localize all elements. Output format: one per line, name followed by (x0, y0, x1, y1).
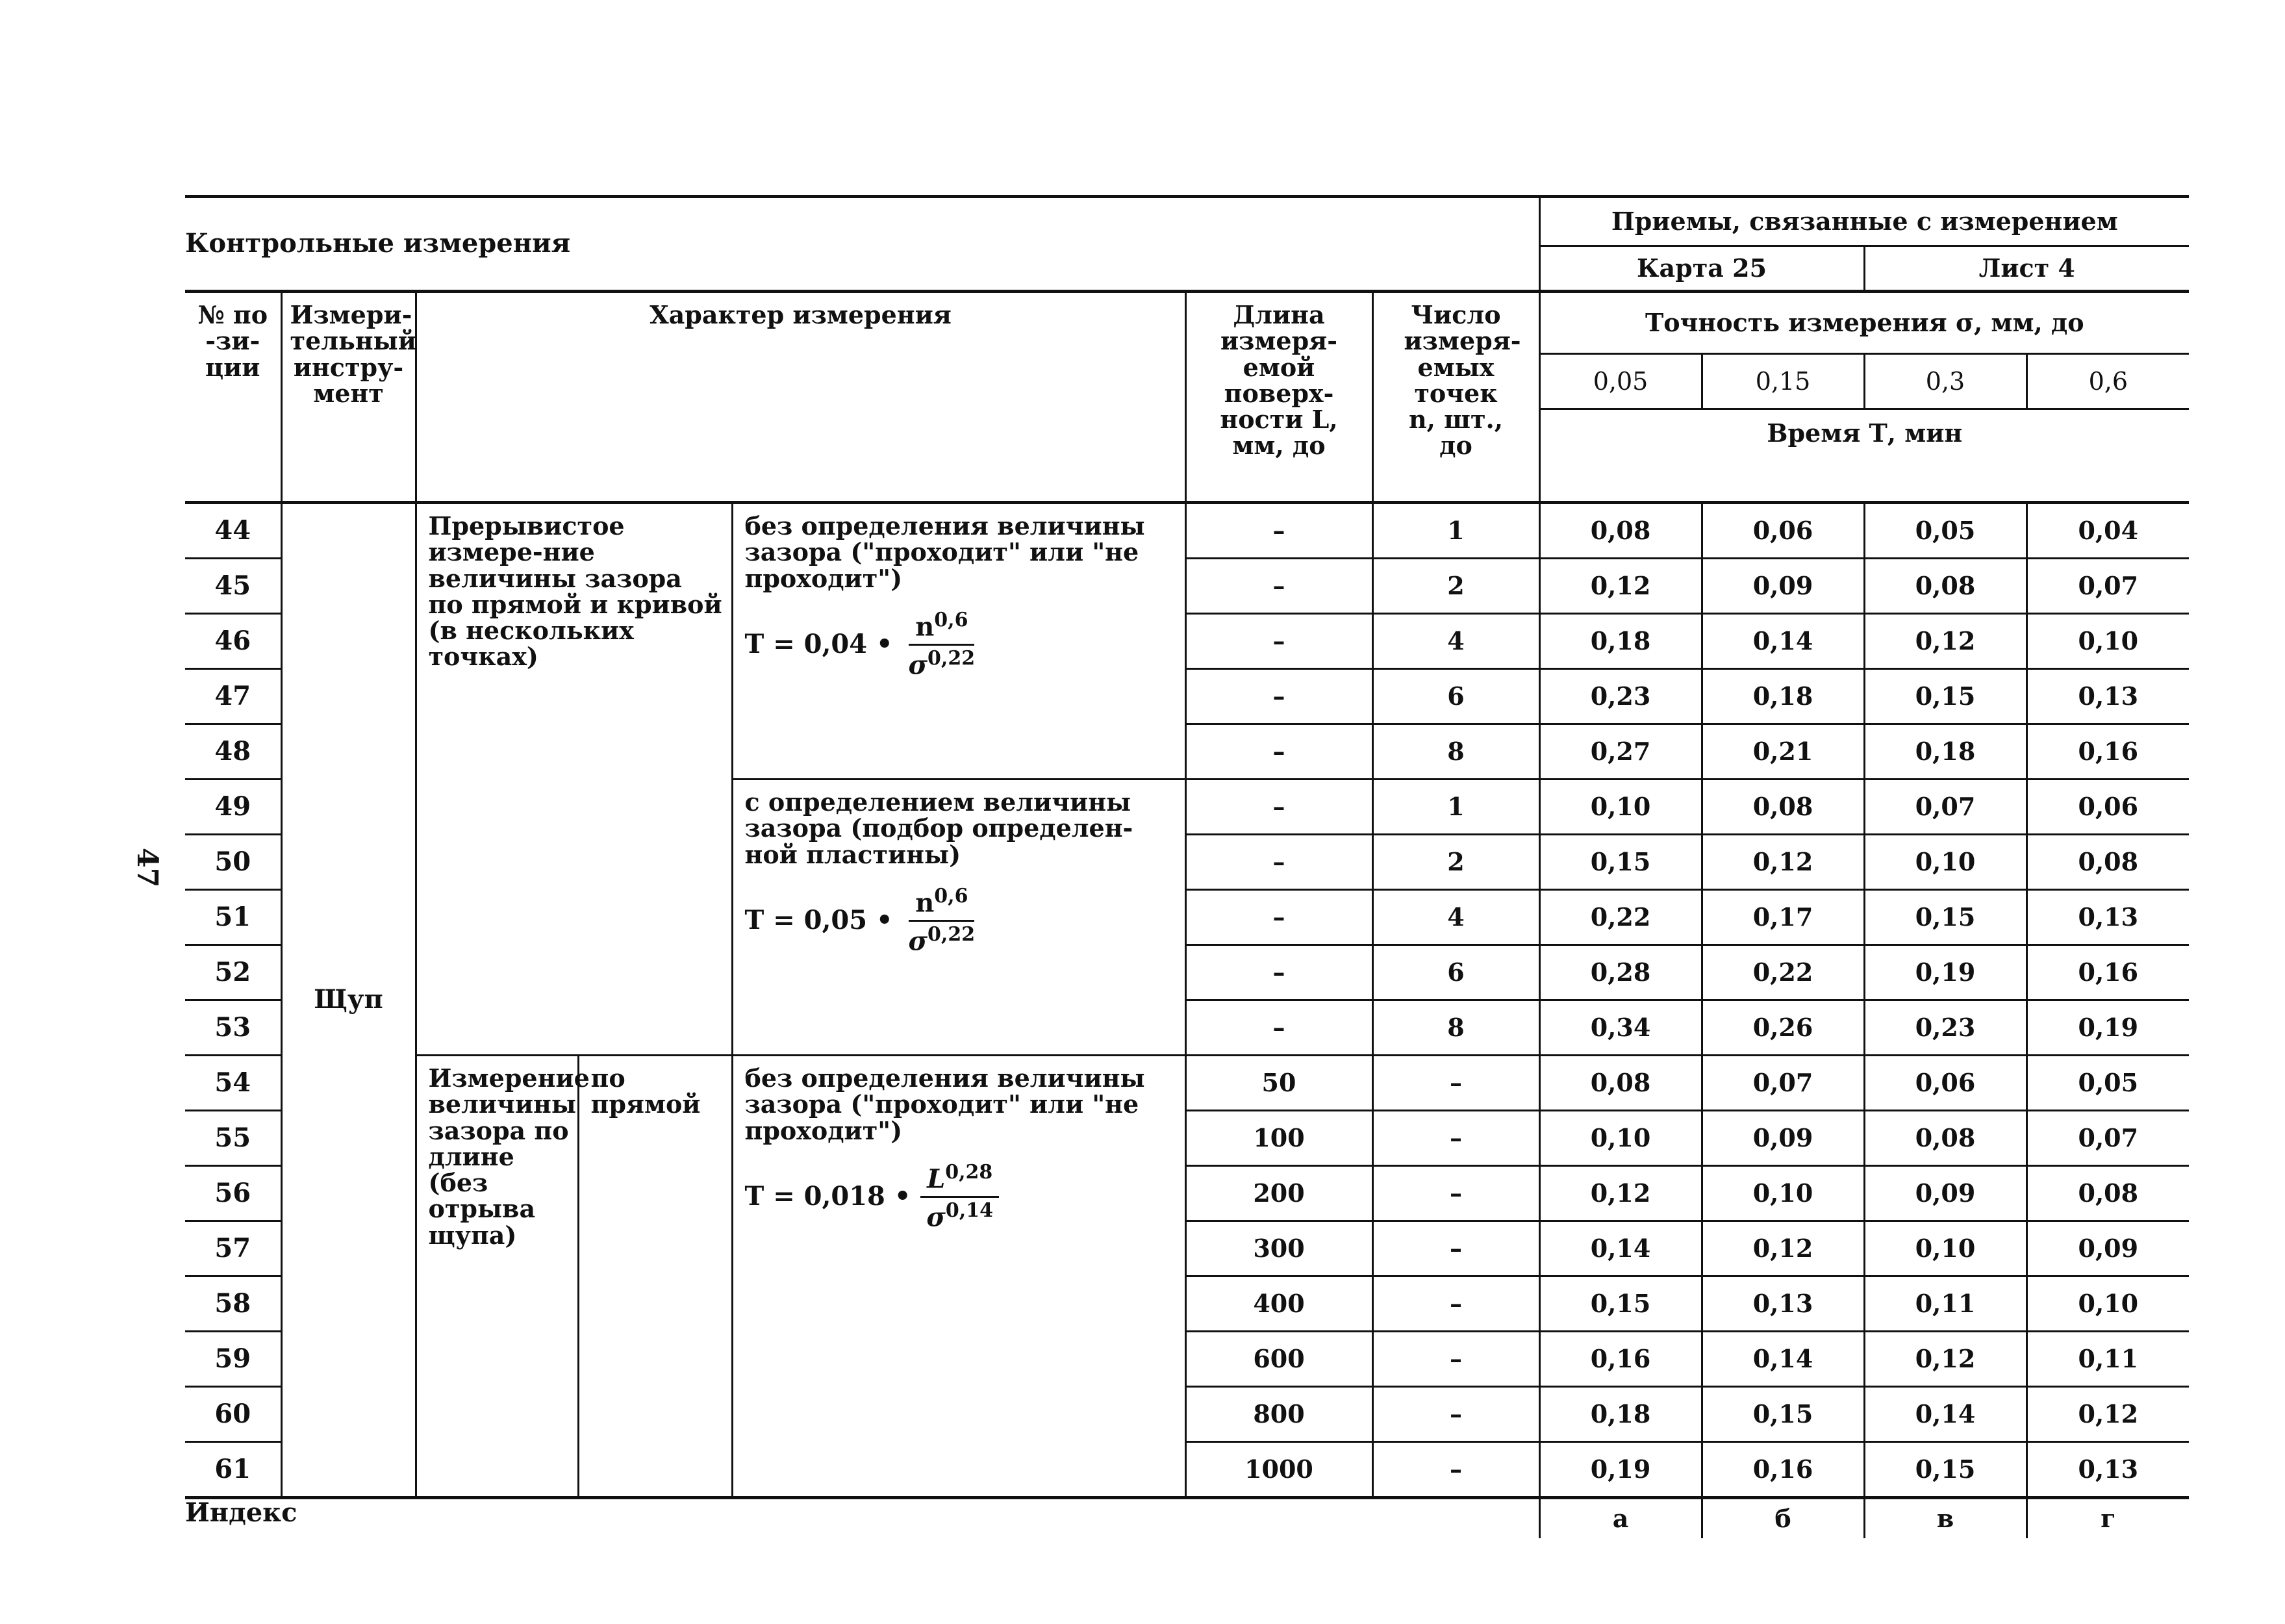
position-cell: 60 (185, 1387, 281, 1442)
index-cell: б (1702, 1498, 1864, 1539)
points-cell: 6 (1372, 945, 1539, 1000)
time-cell: 0,23 (1864, 1000, 2026, 1056)
time-cell: 0,11 (1864, 1276, 2026, 1332)
points-cell: – (1372, 1056, 1539, 1111)
time-cell: 0,06 (2026, 780, 2189, 835)
points-cell: 4 (1372, 890, 1539, 945)
time-cell: 0,10 (2026, 614, 2189, 669)
time-cell: 0,10 (2026, 1276, 2189, 1332)
points-cell: – (1372, 1387, 1539, 1442)
time-cell: 0,17 (1702, 890, 1864, 945)
time-cell: 0,16 (2026, 945, 2189, 1000)
time-cell: 0,14 (1539, 1221, 1702, 1276)
length-cell: – (1185, 835, 1372, 890)
time-cell: 0,19 (1864, 945, 2026, 1000)
time-cell: 0,23 (1539, 669, 1702, 724)
points-cell: – (1372, 1276, 1539, 1332)
time-cell: 0,06 (1864, 1056, 2026, 1111)
time-cell: 0,07 (1702, 1056, 1864, 1111)
position-cell: 48 (185, 724, 281, 780)
length-cell: – (1185, 780, 1372, 835)
formula-fraction (902, 610, 982, 679)
index-cell: а (1539, 1498, 1702, 1539)
time-cell: 0,07 (2026, 559, 2189, 614)
formula-den-exponent: 0,22 (928, 922, 976, 946)
length-cell: 600 (1185, 1332, 1372, 1387)
points-cell: 8 (1372, 724, 1539, 780)
time-cell: 0,18 (1539, 1387, 1702, 1442)
time-cell: 0,12 (1702, 1221, 1864, 1276)
length-cell: 800 (1185, 1387, 1372, 1442)
position-cell: 58 (185, 1276, 281, 1332)
points-cell: – (1372, 1111, 1539, 1166)
points-cell: – (1372, 1166, 1539, 1221)
length-cell: 50 (1185, 1056, 1372, 1111)
formula (745, 610, 1178, 679)
points-cell: – (1372, 1442, 1539, 1498)
time-cell: 0,07 (1864, 780, 2026, 835)
time-cell: 0,10 (1539, 780, 1702, 835)
map-label: Карта 25 (1539, 246, 1864, 292)
time-cell: 0,08 (2026, 1166, 2189, 1221)
length-cell: 300 (1185, 1221, 1372, 1276)
points-cell: 4 (1372, 614, 1539, 669)
time-cell: 0,09 (1702, 559, 1864, 614)
position-cell: 45 (185, 559, 281, 614)
length-cell: – (1185, 614, 1372, 669)
time-cell: 0,27 (1539, 724, 1702, 780)
accuracy-value: 0,15 (1702, 354, 1864, 409)
time-cell: 0,08 (1539, 503, 1702, 559)
position-cell: 57 (185, 1221, 281, 1276)
formula-denominator: σ (908, 649, 928, 680)
position-cell: 46 (185, 614, 281, 669)
block-without-value (732, 503, 1185, 780)
table-row (185, 503, 2189, 559)
block-text: с определением величины зазора (подбор определен-ной пластины) (744, 787, 1133, 869)
section-title: Контрольные измерения (185, 197, 1539, 292)
length-cell: – (1185, 669, 1372, 724)
block-text: без определения величины зазора ("проходит" или "не проходит") (744, 511, 1145, 593)
time-cell: 0,09 (1702, 1111, 1864, 1166)
time-cell: 0,22 (1702, 945, 1864, 1000)
formula-denominator: σ (926, 1201, 946, 1232)
formula-num-exponent: 0,6 (934, 884, 968, 907)
position-cell: 61 (185, 1442, 281, 1498)
time-cell: 0,10 (1864, 835, 2026, 890)
formula-num-exponent: 0,6 (934, 608, 968, 631)
accuracy-header: Точность измерения σ, мм, до (1539, 292, 2189, 354)
position-cell: 53 (185, 1000, 281, 1056)
length-cell: 200 (1185, 1166, 1372, 1221)
points-cell: – (1372, 1221, 1539, 1276)
length-cell: – (1185, 724, 1372, 780)
formula-num-exponent: 0,28 (945, 1160, 993, 1184)
time-cell: 0,18 (1539, 614, 1702, 669)
time-cell: 0,18 (1864, 724, 2026, 780)
length-cell: 400 (1185, 1276, 1372, 1332)
time-cell: 0,07 (2026, 1111, 2189, 1166)
time-cell: 0,05 (1864, 503, 2026, 559)
time-cell: 0,12 (1539, 559, 1702, 614)
length-cell: – (1185, 945, 1372, 1000)
formula-lhs: Т = 0,05 • (744, 904, 893, 935)
header-row-title (185, 197, 2189, 246)
formula-lhs: Т = 0,018 • (744, 1180, 911, 1212)
straight-subgroup: по прямой (578, 1056, 732, 1498)
index-row (185, 1498, 2189, 1539)
col-instrument-header: Измери-тельный инстру-мент (281, 292, 416, 503)
points-cell: – (1372, 1332, 1539, 1387)
time-cell: 0,14 (1864, 1387, 2026, 1442)
time-cell: 0,26 (1702, 1000, 1864, 1056)
time-cell: 0,18 (1702, 669, 1864, 724)
index-cell: в (1864, 1498, 2026, 1539)
position-cell: 51 (185, 890, 281, 945)
points-cell: 8 (1372, 1000, 1539, 1056)
time-cell: 0,19 (2026, 1000, 2189, 1056)
time-cell: 0,09 (1864, 1166, 2026, 1221)
block-with-value (732, 780, 1185, 1056)
time-norm-table (185, 195, 2189, 1538)
block-text: без определения величины зазора ("проходит" или "не проходит") (744, 1063, 1145, 1145)
points-cell: 2 (1372, 835, 1539, 890)
formula-denominator: σ (908, 925, 928, 956)
formula-den-exponent: 0,22 (928, 646, 976, 670)
instrument-cell: Щуп (281, 503, 416, 1498)
time-cell: 0,08 (2026, 835, 2189, 890)
index-cell: г (2026, 1498, 2189, 1539)
time-cell: 0,10 (1864, 1221, 2026, 1276)
formula-lhs: Т = 0,04 • (744, 628, 893, 659)
time-cell: 0,15 (1539, 835, 1702, 890)
time-cell: 0,12 (1864, 614, 2026, 669)
time-cell: 0,19 (1539, 1442, 1702, 1498)
time-cell: 0,08 (1864, 1111, 2026, 1166)
col-points-header: Число измеря-емых точек n, шт., до (1372, 292, 1539, 503)
time-cell: 0,08 (1539, 1056, 1702, 1111)
length-cell: 1000 (1185, 1442, 1372, 1498)
points-cell: 6 (1372, 669, 1539, 724)
time-cell: 0,10 (1702, 1166, 1864, 1221)
formula-fraction (920, 1162, 1000, 1231)
time-cell: 0,12 (2026, 1387, 2189, 1442)
length-cell: – (1185, 890, 1372, 945)
length-cell: – (1185, 1000, 1372, 1056)
time-cell: 0,15 (1864, 890, 2026, 945)
time-cell: 0,12 (1864, 1332, 2026, 1387)
time-cell: 0,28 (1539, 945, 1702, 1000)
time-cell: 0,13 (2026, 890, 2189, 945)
position-cell: 44 (185, 503, 281, 559)
time-cell: 0,15 (1864, 669, 2026, 724)
formula-den-exponent: 0,14 (945, 1199, 993, 1222)
time-cell: 0,08 (1864, 559, 2026, 614)
position-cell: 47 (185, 669, 281, 724)
time-cell: 0,21 (1702, 724, 1864, 780)
accuracy-value: 0,05 (1539, 354, 1702, 409)
page-number: 47 (131, 848, 164, 888)
time-cell: 0,06 (1702, 503, 1864, 559)
time-cell: 0,12 (1702, 835, 1864, 890)
accuracy-value: 0,3 (1864, 354, 2026, 409)
time-header: Время Т, мин (1539, 409, 2189, 503)
time-cell: 0,15 (1702, 1387, 1864, 1442)
time-cell: 0,13 (2026, 669, 2189, 724)
time-cell: 0,15 (1864, 1442, 2026, 1498)
formula-numerator: n (915, 887, 935, 919)
points-cell: 1 (1372, 780, 1539, 835)
sheet-label: Лист 4 (1864, 246, 2189, 292)
time-cell: 0,10 (1539, 1111, 1702, 1166)
time-cell: 0,15 (1539, 1276, 1702, 1332)
techniques-title: Приемы, связанные с измерением (1539, 197, 2189, 246)
index-label: Индекс (185, 1497, 297, 1528)
table-row (185, 1056, 2189, 1111)
position-cell: 55 (185, 1111, 281, 1166)
position-cell: 59 (185, 1332, 281, 1387)
time-cell: 0,16 (2026, 724, 2189, 780)
time-cell: 0,12 (1539, 1166, 1702, 1221)
time-cell: 0,14 (1702, 1332, 1864, 1387)
length-cell: 100 (1185, 1111, 1372, 1166)
time-cell: 0,09 (2026, 1221, 2189, 1276)
col-character-header: Характер измерения (416, 292, 1185, 503)
intermittent-group: Прерывистое измере-ние величины зазора по прямой и кривой (в нескольких точках) (416, 503, 732, 1056)
position-cell: 56 (185, 1166, 281, 1221)
time-cell: 0,34 (1539, 1000, 1702, 1056)
block-length-without-value (732, 1056, 1185, 1498)
formula (745, 1162, 1178, 1231)
length-cell: – (1185, 503, 1372, 559)
time-cell: 0,16 (1702, 1442, 1864, 1498)
header-row-columns (185, 292, 2189, 354)
length-cell: – (1185, 559, 1372, 614)
time-cell: 0,04 (2026, 503, 2189, 559)
time-cell: 0,11 (2026, 1332, 2189, 1387)
time-cell: 0,13 (1702, 1276, 1864, 1332)
formula-numerator: L (927, 1163, 946, 1195)
formula-numerator: n (915, 611, 935, 642)
along-length-group: Измерение величины зазора по длине (без отрыва щупа) (416, 1056, 578, 1498)
time-cell: 0,16 (1539, 1332, 1702, 1387)
time-cell: 0,14 (1702, 614, 1864, 669)
position-cell: 50 (185, 835, 281, 890)
col-length-header: Длина измеря-емой поверх-ности L, мм, до (1185, 292, 1372, 503)
time-cell: 0,05 (2026, 1056, 2189, 1111)
position-cell: 54 (185, 1056, 281, 1111)
time-cell: 0,22 (1539, 890, 1702, 945)
points-cell: 2 (1372, 559, 1539, 614)
col-position-header: № по-зи-ции (185, 292, 281, 503)
position-cell: 52 (185, 945, 281, 1000)
points-cell: 1 (1372, 503, 1539, 559)
accuracy-value: 0,6 (2026, 354, 2189, 409)
time-cell: 0,08 (1702, 780, 1864, 835)
position-cell: 49 (185, 780, 281, 835)
time-cell: 0,13 (2026, 1442, 2189, 1498)
formula (745, 886, 1178, 955)
formula-fraction (902, 886, 982, 955)
